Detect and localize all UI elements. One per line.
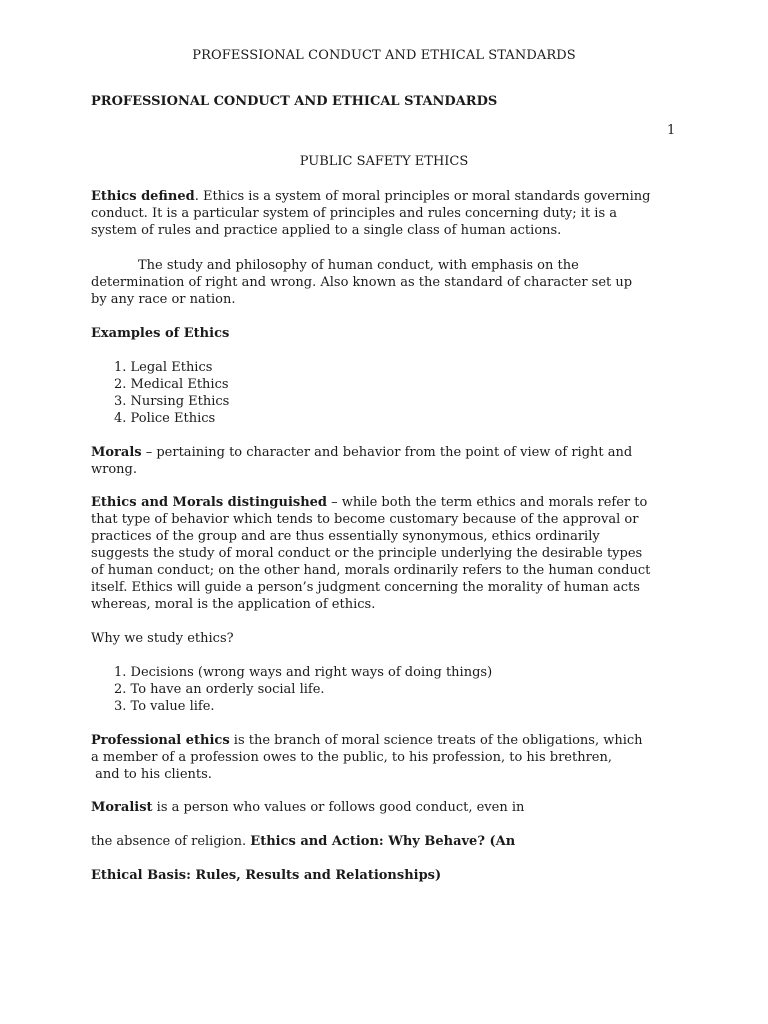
distinguished-term: Ethics and Morals distinguished (91, 495, 328, 510)
document-heading: PROFESSIONAL CONDUCT AND ETHICAL STANDARDS (91, 94, 498, 109)
professional-ethics-term: Professional ethics (91, 733, 230, 748)
section-title: PUBLIC SAFETY ETHICS (299, 154, 469, 169)
ethical-basis-line: Ethical Basis: Rules, Results and Relationships) (91, 868, 442, 883)
reasons-list (114, 664, 492, 715)
page-number: 1 (667, 123, 676, 138)
list-item: 1. Legal Ethics (114, 360, 213, 375)
ethics-defined-term: Ethics defined (91, 189, 195, 204)
study-paragraph: The study and philosophy of human conduct, with emphasis on the determination of right and wrong. Also known as the standard of character set up by any race or nation. (91, 258, 633, 307)
list-item: 4. Police Ethics (114, 411, 216, 426)
morals-term: Morals (91, 445, 142, 460)
running-header: PROFESSIONAL CONDUCT AND ETHICAL STANDARDS (192, 48, 576, 63)
list-item: 1. Decisions (wrong ways and right ways of doing things) (114, 665, 493, 680)
ethics-defined-paragraph: Ethics defined. Ethics is a system of moral principles or moral standards governing conduct. It is a particular system of principles and rules concerning duty; it is a system of rules and practice applied to a single class of human actions. (91, 189, 651, 238)
distinguished-paragraph: Ethics and Morals distinguished – while both the term ethics and morals refer to that type of behavior which tends to become customary because of the approval or practices of the group and are thus essentially synonymous, ethics ordinarily suggests the study of moral conduct or the principle underlying the desirable types of human conduct; on the other hand, morals ordinarily refers to the human conduct itself. Ethics will guide a person’s judgment concerning the morality of human acts whereas, moral is the application of ethics. (91, 495, 651, 612)
professional-ethics-paragraph: Professional ethics is the branch of moral science treats of the obligations, which a member of a profession owes to the public, to his profession, to his brethren, and to his clients. (91, 733, 643, 782)
morals-paragraph: Morals – pertaining to character and behavior from the point of view of right and wrong. (91, 445, 633, 477)
absence-line: the absence of religion. Ethics and Action: Why Behave? (An (91, 834, 516, 849)
moralist-term: Moralist (91, 800, 153, 815)
list-item: 2. Medical Ethics (114, 377, 229, 392)
list-item: 3. To value life. (114, 699, 215, 714)
moralist-paragraph: Moralist is a person who values or follows good conduct, even in (91, 800, 525, 815)
examples-heading: Examples of Ethics (91, 326, 230, 341)
examples-list (114, 359, 229, 427)
why-heading: Why we study ethics? (91, 631, 234, 646)
list-item: 3. Nursing Ethics (114, 394, 230, 409)
list-item: 2. To have an orderly social life. (114, 682, 325, 697)
